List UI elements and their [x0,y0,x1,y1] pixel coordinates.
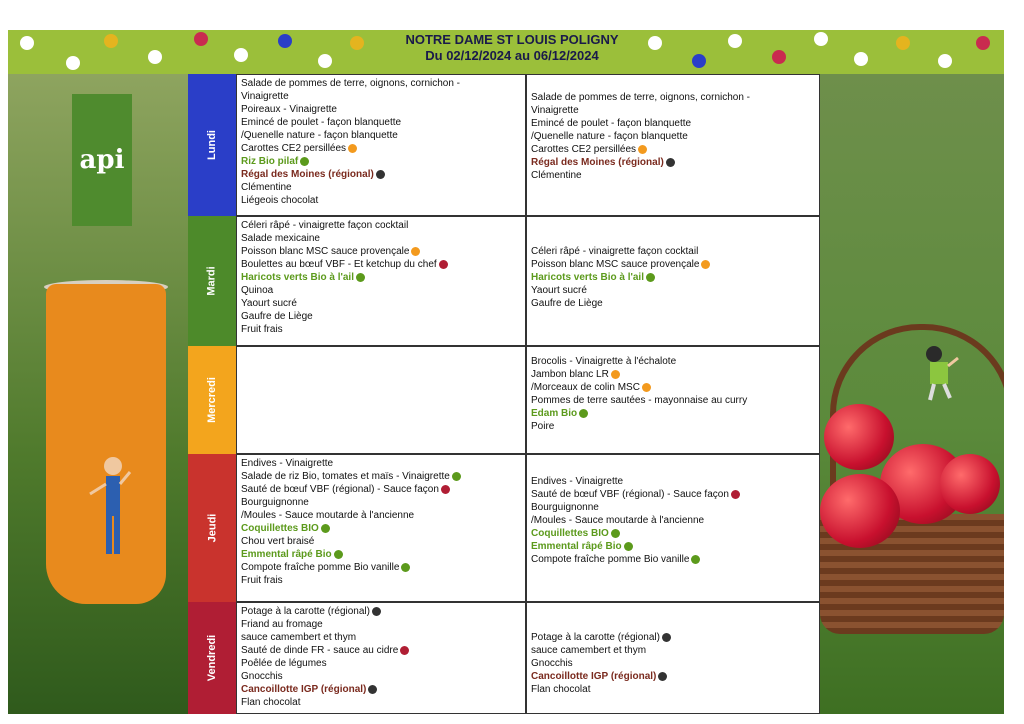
menu-item [241,258,521,271]
menu-item [241,284,521,297]
menu-item [241,271,521,284]
menu-item [241,670,521,683]
label-badge-icon [638,145,647,154]
weekly-menu-table [188,74,820,714]
menu-item [531,368,815,381]
menu-item-text: Céleri râpé - vinaigrette façon cocktail [241,220,409,231]
menu-item-text: Sauté de bœuf VBF (régional) - Sauce façon [531,489,729,500]
menu-item-text: Carottes CE2 persillées [531,144,637,155]
menu-item-text: Pommes de terre sautées - mayonnaise au curry [531,395,748,406]
label-badge-icon [439,260,448,269]
school-name: NOTRE DAME ST LOUIS POLIGNY [405,32,619,47]
day-row-mercredi [188,346,820,454]
menu-item-text: Bourguignonne [241,497,309,508]
menu-item-text: Quinoa [241,285,274,296]
menu-item [241,657,521,670]
menu-item-text: sauce camembert et thym [241,632,357,643]
menu-item [241,683,521,696]
menu-item-text: Fruit frais [241,575,283,586]
label-badge-icon [611,529,620,538]
menu-item [531,355,815,368]
menu-item-text: Haricots verts Bio à l'ail [531,272,644,283]
menu-item [241,561,521,574]
menu-item [241,631,521,644]
menu-item [531,644,815,657]
label-badge-icon [642,383,651,392]
label-badge-icon [400,646,409,655]
apple [940,454,1000,514]
apple [820,474,900,548]
menu-item [241,194,521,207]
menu-item-text: /Moules - Sauce moutarde à l'ancienne [531,515,705,526]
day-label-tab [188,216,236,346]
menu-item [531,117,815,130]
menu-item-text: Vinaigrette [241,91,289,102]
menu-item [241,548,521,561]
label-badge-icon [411,247,420,256]
menu-item-text: Emmental râpé Bio [241,549,332,560]
label-badge-icon [300,157,309,166]
menu-item-text: Fruit frais [241,324,283,335]
menu-item [531,156,815,169]
label-badge-icon [662,633,671,642]
menu-item-text: Brocolis - Vinaigrette à l'échalote [531,356,677,367]
menu-item-text: Poisson blanc MSC sauce provençale [531,259,700,270]
menu-item [241,644,521,657]
menu-item [241,509,521,522]
menu-item [531,394,815,407]
day-row-lundi [188,74,820,216]
menu-item [241,103,521,116]
menu-item [241,574,521,587]
menu-item-text: Bourguignonne [531,502,599,513]
label-badge-icon [701,260,710,269]
menu-item [531,297,815,310]
label-badge-icon [356,273,365,282]
menu-item-text: /Quenelle nature - façon blanquette [241,130,398,141]
menu-item [241,219,521,232]
menu-item [531,420,815,433]
menu-item-text: Emincé de poulet - façon blanquette [241,117,402,128]
menu-item-text: Potage à la carotte (régional) [531,632,660,643]
menu-item-text: Yaourt sucré [241,298,297,309]
menu-item [241,90,521,103]
label-badge-icon [368,685,377,694]
menu-item [531,258,815,271]
menu-cell-option-1 [236,454,526,602]
menu-item-text: /Morceaux de colin MSC [531,382,640,393]
menu-item-text: Jambon blanc LR [531,369,609,380]
label-badge-icon [372,607,381,616]
day-label: Jeudi [205,513,218,543]
menu-cell-option-1 [236,346,526,454]
menu-item [241,168,521,181]
menu-item-text: Poire [531,421,555,432]
label-badge-icon [646,273,655,282]
menu-item [241,470,521,483]
menu-item [531,245,815,258]
child-illustration [88,454,138,564]
menu-item-text: Compote fraîche pomme Bio vanille [531,554,690,565]
menu-item-text: Régal des Moines (régional) [241,169,374,180]
menu-cell-option-2 [526,216,820,346]
menu-item [531,553,815,566]
label-badge-icon [321,524,330,533]
menu-item [531,381,815,394]
apple [824,404,894,470]
menu-item-text: Cancoillotte IGP (régional) [241,684,367,695]
menu-item [241,297,521,310]
label-badge-icon [579,409,588,418]
label-badge-icon [658,672,667,681]
menu-item-text: Salade mexicaine [241,233,320,244]
menu-item [241,116,521,129]
menu-item [241,457,521,470]
menu-item-text: Salade de riz Bio, tomates et maïs - Vinaigrette [241,471,450,482]
climbing-child-illustration [920,344,960,404]
menu-item-text: Coquillettes BIO [531,528,609,539]
label-badge-icon [452,472,461,481]
menu-item [241,535,521,548]
menu-item-text: Endives - Vinaigrette [241,458,334,469]
menu-item-text: Régal des Moines (régional) [531,157,664,168]
menu-item [531,169,815,182]
label-badge-icon [348,144,357,153]
menu-item-text: Flan chocolat [241,697,301,708]
menu-item [531,130,815,143]
menu-item-text: Cancoillotte IGP (régional) [531,671,657,682]
label-badge-icon [731,490,740,499]
menu-item [241,522,521,535]
menu-item [531,657,815,670]
label-badge-icon [376,170,385,179]
label-badge-icon [666,158,675,167]
day-label-tab [188,454,236,602]
menu-item [241,496,521,509]
menu-item-text: Friand au fromage [241,619,323,630]
menu-cell-option-1 [236,216,526,346]
menu-item [241,310,521,323]
menu-item [531,91,815,104]
menu-item-text: Gnocchis [241,671,283,682]
right-decorative-photo [820,74,1004,714]
label-badge-icon [691,555,700,564]
label-badge-icon [611,370,620,379]
day-label-tab [188,74,236,216]
menu-item-text: Salade de pommes de terre, oignons, cornichon - [531,92,751,103]
day-label: Mercredi [205,377,218,423]
menu-item-text: Haricots verts Bio à l'ail [241,272,354,283]
menu-cell-option-2 [526,454,820,602]
menu-item-text: Riz Bio pilaf [241,156,299,167]
day-label: Vendredi [206,634,218,682]
menu-item-text: Poireaux - Vinaigrette [241,104,337,115]
menu-item-text: Emmental râpé Bio [531,541,622,552]
menu-item-text: Liégeois chocolat [241,195,319,206]
menu-item [241,483,521,496]
menu-item [531,284,815,297]
menu-item-text: Clémentine [241,182,292,193]
menu-title [0,32,1024,64]
menu-cell-option-1 [236,602,526,714]
menu-item-text: Sauté de bœuf VBF (régional) - Sauce façon [241,484,439,495]
menu-item [241,618,521,631]
menu-item [241,181,521,194]
menu-item [241,142,521,155]
menu-item [241,129,521,142]
menu-item [531,527,815,540]
menu-item-text: Chou vert braisé [241,536,315,547]
menu-item-text: Gaufre de Liège [531,298,603,309]
menu-item [531,631,815,644]
menu-item-text: Emincé de poulet - façon blanquette [531,118,692,129]
menu-item [241,245,521,258]
menu-item [241,605,521,618]
menu-item-text: Céleri râpé - vinaigrette façon cocktail [531,246,699,257]
menu-item [531,407,815,420]
menu-item-text: Poisson blanc MSC sauce provençale [241,246,410,257]
menu-item [241,232,521,245]
menu-item [531,271,815,284]
day-label: Mardi [206,266,218,296]
menu-cell-option-2 [526,602,820,714]
menu-item-text: Compote fraîche pomme Bio vanille [241,562,400,573]
day-label: Lundi [206,130,218,160]
day-label-tab [188,602,236,714]
menu-item [241,77,521,90]
menu-item-text: Clémentine [531,170,582,181]
menu-cell-option-2 [526,346,820,454]
menu-item-text: Coquillettes BIO [241,523,319,534]
label-badge-icon [624,542,633,551]
menu-item-text: Vinaigrette [531,105,579,116]
menu-item-text: sauce camembert et thym [531,645,647,656]
menu-item [531,514,815,527]
menu-item-text: Yaourt sucré [531,285,587,296]
menu-item-text: Edam Bio [531,408,578,419]
menu-item-text: Boulettes au bœuf VBF - Et ketchup du chef [241,259,437,270]
date-range: Du 02/12/2024 au 06/12/2024 [425,48,599,63]
menu-item-text: Flan chocolat [531,684,591,695]
menu-item-text: /Moules - Sauce moutarde à l'ancienne [241,510,415,521]
menu-item-text: Endives - Vinaigrette [531,476,624,487]
menu-item [531,488,815,501]
menu-item [531,683,815,696]
day-label-tab [188,346,236,454]
menu-item [241,323,521,336]
menu-item-text: Gnocchis [531,658,573,669]
api-logo: api [72,94,132,226]
menu-item [241,155,521,168]
menu-item-text: Poêlée de légumes [241,658,327,669]
menu-item-text: Sauté de dinde FR - sauce au cidre [241,645,399,656]
day-row-jeudi [188,454,820,602]
menu-item [531,104,815,117]
day-row-vendredi [188,602,820,714]
menu-cell-option-1 [236,74,526,216]
label-badge-icon [334,550,343,559]
label-badge-icon [441,485,450,494]
label-badge-icon [401,563,410,572]
menu-item-text: Gaufre de Liège [241,311,313,322]
menu-item-text: Carottes CE2 persillées [241,143,347,154]
menu-item [531,540,815,553]
day-row-mardi [188,216,820,346]
left-decorative-photo [8,74,188,714]
menu-item [531,475,815,488]
menu-item-text: Salade de pommes de terre, oignons, cornichon - [241,78,461,89]
menu-item [531,143,815,156]
menu-item [531,501,815,514]
menu-item [531,670,815,683]
menu-item-text: Potage à la carotte (régional) [241,606,370,617]
menu-item-text: /Quenelle nature - façon blanquette [531,131,688,142]
menu-cell-option-2 [526,74,820,216]
menu-item [241,696,521,709]
